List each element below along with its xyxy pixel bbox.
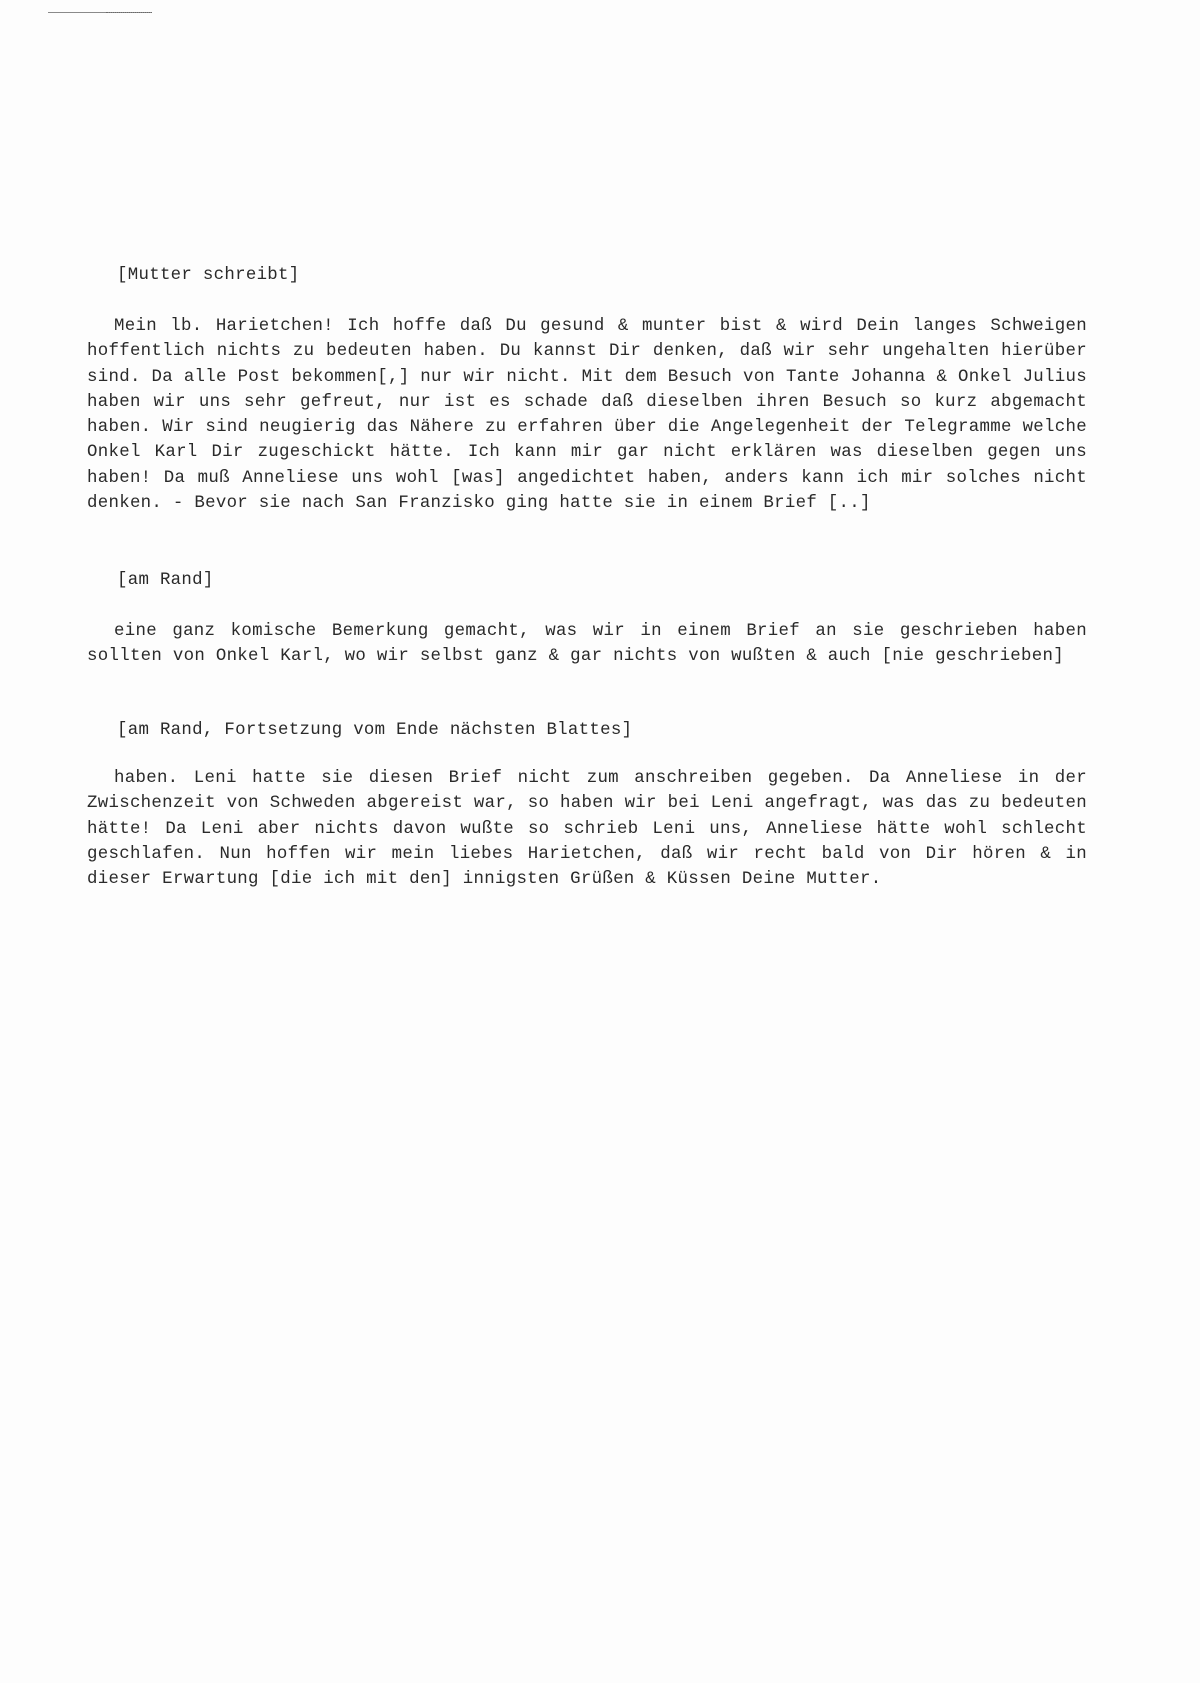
section-heading-margin-continued: [am Rand, Fortsetzung vom Ende nächsten Blattes]	[117, 721, 633, 740]
header-rule	[48, 12, 152, 13]
letter-paragraph-2: eine ganz komische Bemerkung gemacht, was wir in einem Brief an sie geschrieben haben sollten von Onkel Karl, wo wir selbst ganz & gar nichts von wußten & auch [nie geschrieben]	[87, 622, 1087, 667]
letter-paragraph-3: haben. Leni hatte sie diesen Brief nicht zum anschreiben gegeben. Da Anneliese in der Zwischenzeit von Schweden abgereist war, so haben wir bei Leni angefragt, was das zu bedeuten hätte! Da Leni aber nichts davon wußte so schrieb Leni uns, Anneliese hätte wohl schlecht geschlafen. Nun hoffen wir mein liebes Harietchen, daß wir recht bald von Dir hören & in dieser Erwartung [die ich mit den] innigsten Grüßen & Küssen Deine Mutter.	[87, 769, 1087, 890]
letter-paragraph-1: Mein lb. Harietchen! Ich hoffe daß Du gesund & munter bist & wird Dein langes Schweigen hoffentlich nichts zu bedeuten haben. Du kannst Dir denken, daß wir sehr ungehalten hierüber sind. Da alle Post bekommen[,] nur wir nicht. Mit dem Besuch von Tante Johanna & Onkel Julius haben wir uns sehr gefreut, nur ist es schade daß dieselben ihren Besuch so kurz abgemacht haben. Wir sind neugierig das Nähere zu erfahren über die Angelegenheit der Telegramme welche Onkel Karl Dir zugeschickt hätte. Ich kann mir gar nicht erklären was dieselben gegen uns haben! Da muß Anneliese uns wohl [was] angedichtet haben, anders kann ich mir solches nicht denken. - Bevor sie nach San Franzisko ging hatte sie in einem Brief [..]	[87, 317, 1087, 514]
section-heading-mother: [Mutter schreibt]	[117, 266, 300, 285]
section-heading-margin: [am Rand]	[117, 571, 214, 590]
